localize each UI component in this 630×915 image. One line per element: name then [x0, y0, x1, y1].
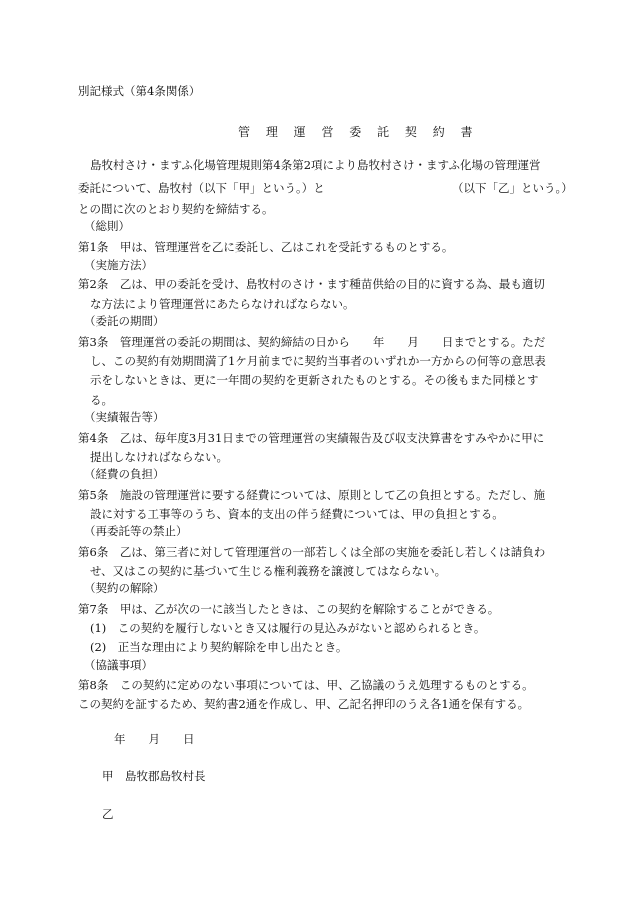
date-line: 年 月 日 — [114, 732, 195, 746]
article-6-line-2: せ、又はこの契約に基づいて生じる権利義務を譲渡してはならない。 — [90, 564, 447, 578]
article-6-line-1: 第6条 乙は、第三者に対して管理運営の一部若しくは全部の実施を委託し若しくは請負わ — [78, 545, 546, 559]
article-4-line-1: 第4条 乙は、毎年度3月31日までの管理運営の実績報告及び収支決算書をすみやかに甲に — [78, 431, 545, 445]
article-5-line-1: 第5条 施設の管理運営に要する経費については、原則として乙の負担とする。ただし、施 — [78, 488, 546, 502]
intro-line-1: 島牧村さけ・ますふ化場管理規則第4条第2項により島牧村さけ・ますふ化場の管理運営 — [90, 158, 541, 172]
article-2-line-2: な方法により管理運営にあたらなければならない。 — [90, 297, 355, 311]
article-7-line-1: 第7条 甲は、乙が次の一に該当したときは、この契約を解除することができる。 — [78, 602, 500, 616]
article-4-heading: （実績報告等） — [84, 410, 165, 424]
article-3-line-1: 第3条 管理運営の委託の期間は、契約締結の日から 年 月 日までとする。ただ — [78, 335, 546, 349]
article-5-line-2: 設に対する工事等のうち、資本的支出の伴う経費については、甲の負担とする。 — [90, 507, 504, 521]
article-1-line-1: 第1条 甲は、管理運営を乙に委託し、乙はこれを受託するものとする。 — [78, 240, 454, 254]
article-7-item-1: (1) この契約を履行しないとき又は履行の見込みがないと認められるとき。 — [90, 621, 486, 635]
form-label: 別記様式（第4条関係） — [78, 84, 201, 98]
article-6-heading: （再委託等の禁止） — [84, 524, 188, 538]
article-2-heading: （実施方法） — [84, 258, 153, 272]
article-8-heading: （協議事項） — [84, 658, 153, 672]
article-2-line-1: 第2条 乙は、甲の委託を受け、島牧村のさけ・ます種苗供給の目的に資する為、最も適切 — [78, 277, 545, 291]
article-3-line-4: る。 — [90, 393, 113, 407]
article-3-heading: （委託の期間） — [84, 314, 165, 328]
party-a-signature: 甲 島牧郡島牧村長 — [102, 769, 206, 783]
party-b-signature: 乙 — [102, 807, 114, 821]
article-7-heading: （契約の解除） — [84, 581, 165, 595]
document-title: 管 理 運 営 委 託 契 約 書 — [238, 125, 479, 139]
intro-line-2-party-b: （以下「乙」という。） — [452, 181, 573, 195]
article-1-heading: （総則） — [84, 219, 130, 233]
article-8-line-1: 第8条 この契約に定めのない事項については、甲、乙協議のうえ処理するものとする。 — [78, 678, 534, 692]
intro-line-2: 委託について、島牧村（以下「甲」という。）と — [78, 181, 325, 195]
closing-statement: この契約を証するため、契約書2通を作成し、甲、乙記名押印のうえ各1通を保有する。 — [78, 697, 530, 711]
article-5-heading: （経費の負担） — [84, 467, 165, 481]
article-3-line-2: し、この契約有効期間満了1ケ月前までに契約当事者のいずれか一方からの何等の意思表 — [90, 354, 546, 368]
article-3-line-3: 示をしないときは、更に一年間の契約を更新されたものとする。その後もまた同様とす — [90, 373, 539, 387]
article-4-line-2: 提出しなければならない。 — [90, 450, 228, 464]
intro-line-3: との間に次のとおり契約を締結する。 — [78, 202, 274, 216]
article-7-item-2: (2) 正当な理由により契約解除を申し出たとき。 — [90, 640, 348, 654]
